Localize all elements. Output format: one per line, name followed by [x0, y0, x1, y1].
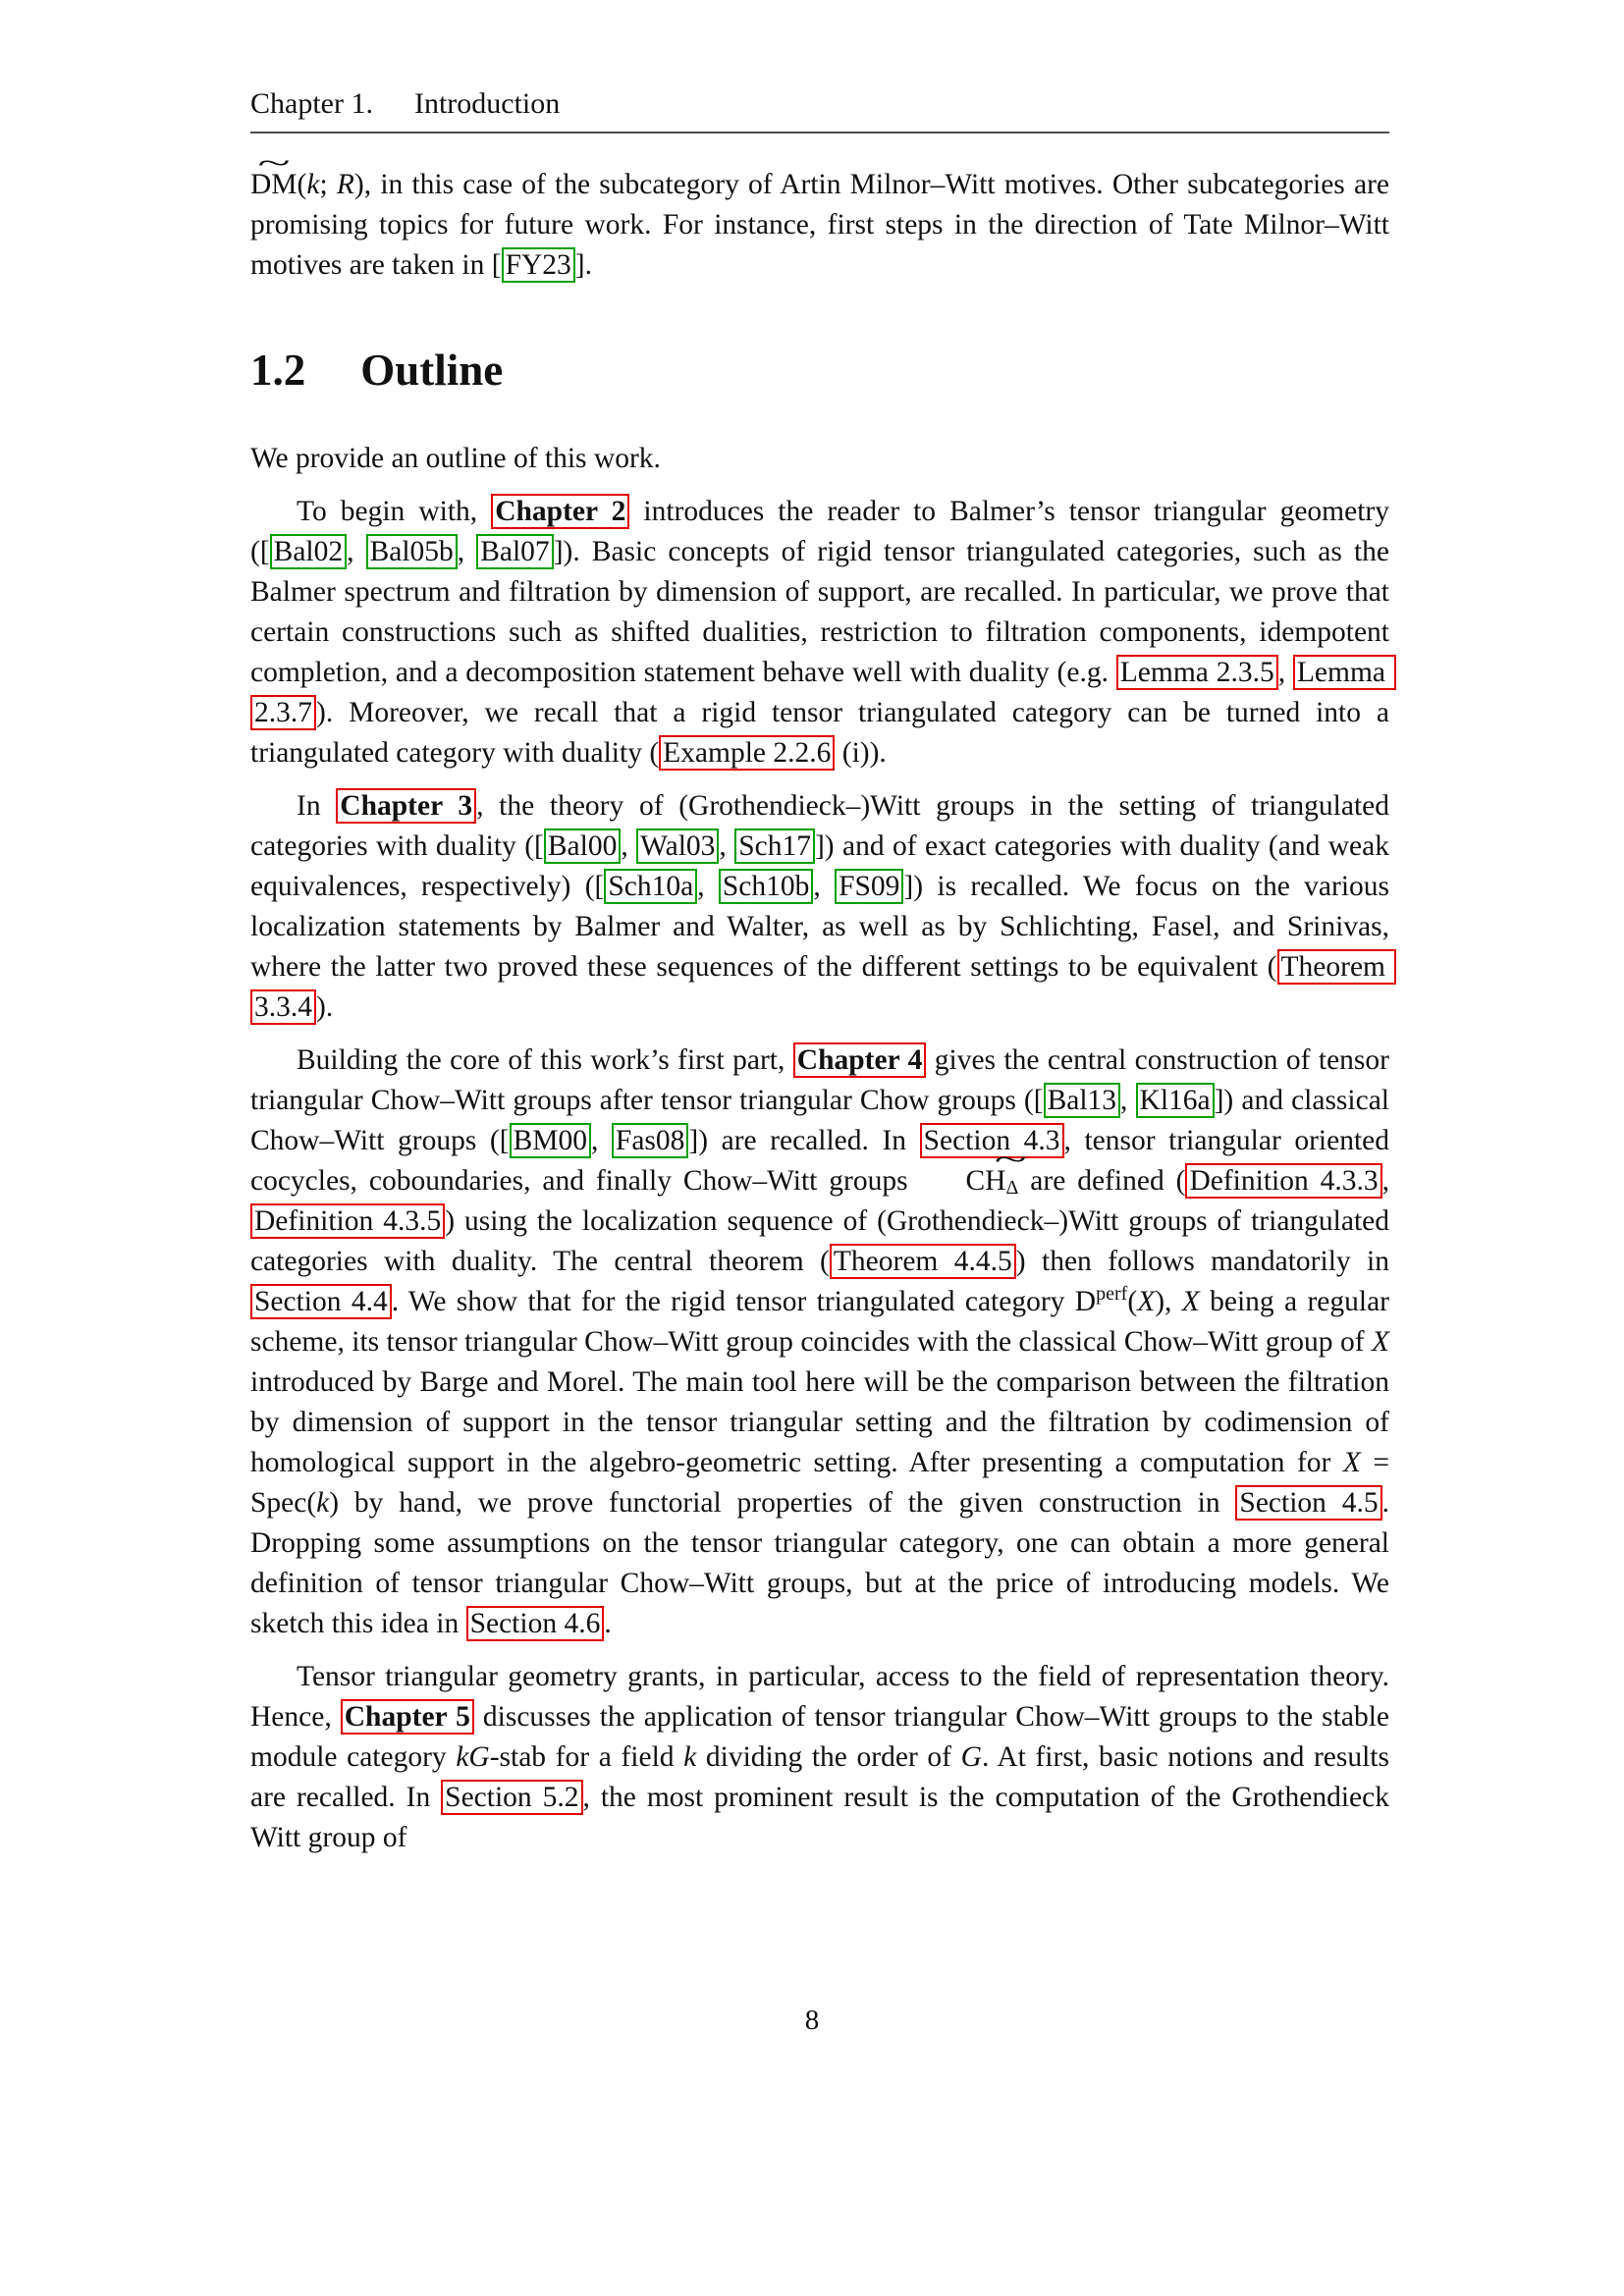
text-segment: kG — [456, 1740, 490, 1773]
running-header — [250, 86, 1389, 122]
text-segment: ) using the localization sequence of (Grothendieck–)Witt groups of triangulated categories with duality. The central theorem ( — [250, 1204, 1397, 1277]
text-segment: , — [621, 829, 637, 862]
text-segment: ]) are recalled. In — [688, 1124, 920, 1156]
text-segment: (i)). — [835, 736, 887, 769]
paragraph — [250, 492, 1397, 774]
section-heading — [250, 347, 1389, 396]
paragraph — [250, 1041, 1397, 1644]
text-segment: , — [1277, 656, 1293, 688]
text-segment: k — [306, 169, 320, 200]
text-segment: ; — [319, 169, 337, 200]
internal-ref-link[interactable]: Chapter 4 — [793, 1042, 927, 1078]
internal-ref-link[interactable]: Definition 4.3.3 — [1185, 1163, 1381, 1199]
text-segment: ]) and classical Chow–Witt groups ([ — [250, 1084, 1397, 1156]
text-segment: discusses the application of tensor triangular Chow–Witt groups to the stable module category — [250, 1700, 1397, 1773]
citation-link[interactable]: Sch17 — [734, 828, 815, 864]
text-segment: introduces the reader to Balmer’s tensor triangular geometry ([ — [250, 495, 1397, 567]
text-segment: R — [336, 169, 354, 200]
internal-ref-link[interactable]: Section 4.3 — [920, 1123, 1064, 1158]
text-segment: Δ — [1005, 1176, 1019, 1199]
text-segment: ]). Basic concepts of rigid tensor triangulated categories, such as the Balmer spectrum and filtration by dimension of support, are recalled. In particular, we prove that certain constructions such as shifted dualities, restriction to filtration components, idempotent completion, and a decomposition statement behave well with duality (e.g. — [250, 535, 1397, 688]
internal-ref-link[interactable]: Chapter 2 — [491, 494, 629, 529]
text-segment: To begin with, — [297, 495, 492, 527]
text-segment: X — [1342, 1446, 1361, 1478]
citation-link[interactable]: Sch10b — [719, 869, 814, 904]
text-segment: , — [697, 870, 719, 902]
text-segment: , — [1120, 1084, 1136, 1116]
citation-link[interactable]: Bal07 — [476, 534, 553, 569]
text-segment: being a regular scheme, its tensor triangular Chow–Witt group coincides with the classical Chow–Witt group of — [250, 1285, 1397, 1358]
text-segment: Building the core of this work’s first part, — [297, 1043, 793, 1076]
paragraph — [250, 165, 1397, 286]
text-segment: , — [719, 829, 735, 862]
text-segment: , tensor triangular oriented cocycles, coboundaries, and finally Chow–Witt groups — [250, 1124, 1397, 1197]
math-widetilde: DM ~ — [250, 165, 298, 205]
text-segment: ( — [297, 169, 307, 200]
internal-ref-link[interactable]: Lemma 2.3.7 — [250, 655, 1396, 730]
text-segment: In — [297, 789, 337, 822]
text-segment: ). Moreover, we recall that a rigid tensor triangulated category can be turned into a triangulated category with duality ( — [250, 696, 1397, 769]
running-header-title: Introduction — [413, 87, 561, 120]
citation-link[interactable]: Wal03 — [636, 828, 719, 864]
citation-link[interactable]: Kl16a — [1136, 1083, 1215, 1118]
text-segment: gives the central construction of tensor triangular Chow–Witt groups after tensor triangular Chow groups ([ — [250, 1043, 1397, 1116]
text-segment: ]) is recalled. We focus on the various localization statements by Balmer and Walter, as well as by Schlichting, Fasel, and Srinivas, where the latter two proved these sequences of the different settings to be equivalent ( — [250, 870, 1397, 983]
text-segment: , the theory of (Grothendieck–)Witt groups in the setting of triangulated categories with duality ([ — [250, 789, 1397, 862]
text-segment: dividing the order of — [696, 1740, 961, 1773]
text-segment: . We show that for the rigid tensor triangulated category D — [391, 1285, 1097, 1317]
text-segment: -stab for a field — [489, 1740, 684, 1773]
text-segment: G — [960, 1740, 982, 1773]
internal-ref-link[interactable]: Section 5.2 — [441, 1780, 582, 1815]
text-segment: , — [590, 1124, 612, 1156]
text-segment: k — [683, 1740, 697, 1773]
text-segment: X — [1371, 1325, 1389, 1358]
paragraph — [250, 1657, 1397, 1858]
internal-ref-link[interactable]: Section 4.5 — [1235, 1485, 1381, 1521]
text-segment: , — [1381, 1164, 1397, 1197]
internal-ref-link[interactable]: Chapter 3 — [336, 788, 476, 824]
citation-link[interactable]: Bal00 — [544, 828, 621, 864]
internal-ref-link[interactable]: Section 4.4 — [250, 1284, 392, 1319]
text-segment: , the most prominent result is the computation of the Grothendieck Witt group of — [250, 1781, 1396, 1853]
text-segment: ), — [1155, 1285, 1182, 1317]
text-segment: ) by hand, we prove functorial properties of the given construction in — [329, 1486, 1236, 1519]
internal-ref-link[interactable]: Example 2.2.6 — [659, 735, 835, 771]
text-block — [250, 86, 1397, 1858]
top-paragraphs — [250, 165, 1397, 286]
internal-ref-link[interactable]: Chapter 5 — [341, 1699, 474, 1735]
citation-link[interactable]: Fas08 — [612, 1123, 688, 1158]
citation-link[interactable]: Bal05b — [366, 534, 458, 569]
internal-ref-link[interactable]: Section 4.6 — [466, 1606, 605, 1641]
text-segment: . Dropping some assumptions on the tensor triangular category, one can obtain a more general definition of tensor triangular Chow–Witt groups, but at the price of introducing models. We sketch this idea in — [250, 1486, 1397, 1639]
text-segment: = Spec( — [250, 1446, 1397, 1519]
outline-paragraphs — [250, 439, 1397, 1858]
text-segment: ( — [1127, 1285, 1138, 1317]
citation-link[interactable]: Bal13 — [1044, 1083, 1120, 1118]
text-segment: . — [604, 1607, 612, 1639]
text-segment: , — [813, 870, 836, 902]
paragraph — [250, 786, 1397, 1028]
citation-link[interactable]: Sch10a — [604, 869, 697, 904]
text-segment: ), in this case of the subcategory of Artin Milnor–Witt motives. Other subcategories are promising topics for future work. For instance, first steps in the direction of Tate Milnor–Witt motives are taken in [ — [250, 169, 1397, 281]
text-segment: , — [457, 535, 477, 567]
text-segment: X — [1137, 1285, 1156, 1317]
page-number: 8 — [804, 2004, 820, 2036]
math-widetilde: CH ~ — [920, 1161, 1006, 1201]
text-segment: k — [316, 1486, 330, 1519]
text-segment: , — [347, 535, 366, 567]
text-segment: X — [1181, 1285, 1200, 1317]
text-segment: We provide an outline of this work. — [250, 442, 661, 474]
running-header-chapter: Chapter 1. — [250, 87, 373, 120]
section-title: Outline — [360, 346, 504, 395]
text-segment: ]. — [574, 249, 592, 281]
header-rule — [250, 132, 1389, 133]
internal-ref-link[interactable]: Theorem 3.3.4 — [250, 949, 1396, 1025]
paragraph — [250, 439, 1389, 479]
internal-ref-link[interactable]: Theorem 4.4.5 — [830, 1244, 1016, 1279]
citation-link[interactable]: FY23 — [502, 247, 575, 283]
text-segment: Tensor triangular geometry grants, in particular, access to the field of representation theory. Hence, — [250, 1660, 1397, 1733]
citation-link[interactable]: BM00 — [510, 1123, 591, 1158]
internal-ref-link[interactable]: Lemma 2.3.5 — [1116, 655, 1278, 690]
citation-link[interactable]: FS09 — [835, 869, 903, 904]
text-segment: are defined ( — [1018, 1164, 1186, 1197]
text-segment: ). — [316, 990, 334, 1023]
text-segment: ) then follows mandatorily in — [1015, 1245, 1397, 1277]
citation-link[interactable]: Bal02 — [270, 534, 347, 569]
internal-ref-link[interactable]: Definition 4.3.5 — [250, 1203, 445, 1239]
text-segment: introduced by Barge and Morel. The main tool here will be the comparison between the filtration by dimension of support in the tensor triangular setting and the filtration by codimension of homological support in the algebro-geometric setting. After presenting a computation for — [250, 1325, 1397, 1478]
text-segment: ]) and of exact categories with duality (and weak equivalences, respectively) ([ — [250, 829, 1397, 902]
section-number: 1.2 — [250, 346, 306, 395]
text-segment: perf — [1096, 1282, 1128, 1305]
text-segment: . At first, basic notions and results are recalled. In — [250, 1740, 1397, 1813]
